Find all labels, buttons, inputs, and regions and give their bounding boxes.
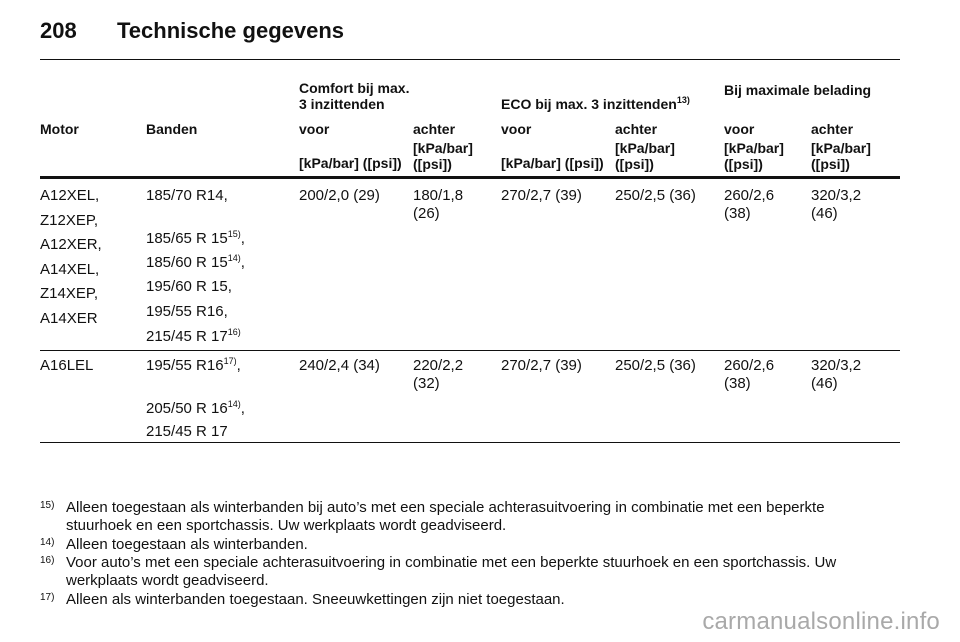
page-title: Technische gegevens [117, 18, 345, 43]
footnote-text: Alleen als winterbanden toegestaan. Sneeuwkettingen zijn niet toegestaan. [66, 591, 565, 608]
row1-tyre-1: 185/70 R14, [146, 187, 228, 204]
row2-max-voor: 260/2,6 (38) [724, 357, 775, 392]
footnote-text: Voor auto’s met een speciale achterasuitvoering in combinatie met een beperkte stuurhoek en een sportchassis. Uw werkplaats wordt geadviseerd. [66, 554, 837, 589]
row1-tyre-2: 185/65 R 15$^{15)}$, [146, 229, 245, 247]
group-header-comfort: Comfort bij max. 3 inzittenden [299, 80, 410, 112]
row1-comfort-achter: 180/1,8 (26) [413, 187, 464, 222]
column-header-comfort-voor: voor [299, 121, 330, 137]
row1-eco-achter: 250/2,5 (36) [615, 187, 696, 204]
column-header-max-achter: achter [811, 121, 854, 137]
row2-max-achter: 320/3,2 (46) [811, 357, 862, 392]
table-header-rule [40, 176, 900, 179]
column-header-banden: Banden [146, 121, 198, 137]
row2-eco-voor: 270/2,7 (39) [501, 357, 582, 374]
footnote-text: Alleen toegestaan als winterbanden bij auto’s met een speciale achterasuitvoering in combinatie met een beperkte stuurhoek en een sportchassis. Uw werkplaats wordt geadviseerd. [66, 499, 825, 534]
row1-tyre-4: 195/60 R 15, [146, 278, 232, 295]
column-header-max-voor: voor [724, 121, 755, 137]
unit-comfort-voor: [kPa/bar] ([psi]) [299, 155, 402, 171]
footnote-text: Alleen toegestaan als winterbanden. [66, 536, 308, 553]
row2-eco-achter: 250/2,5 (36) [615, 357, 696, 374]
unit-max-achter: [kPa/bar] ([psi]) [811, 140, 871, 172]
column-header-eco-voor: voor [501, 121, 532, 137]
row2-tyre-1: 195/55 R16$^{17)}$, [146, 356, 241, 374]
footnote-number: 17) [40, 592, 55, 603]
header-rule [40, 59, 900, 60]
watermark: carmanualsonline.info [702, 608, 940, 635]
column-header-motor: Motor [40, 121, 79, 137]
row1-max-voor: 260/2,6 (38) [724, 187, 775, 222]
footnote-number: 15) [40, 500, 55, 511]
row2-tyre-3: 215/45 R 17 [146, 423, 228, 440]
row2-comfort-achter: 220/2,2 (32) [413, 357, 464, 392]
footnote-number: 14) [40, 537, 55, 548]
row1-motors: A12XEL, Z12XEP, A12XER, A14XEL, Z14XEP, A14XER [40, 187, 102, 327]
unit-eco-achter: [kPa/bar] ([psi]) [615, 140, 675, 172]
unit-eco-voor: [kPa/bar] ([psi]) [501, 155, 604, 171]
group-header-max-load: Bij maximale belading [724, 82, 872, 98]
row2-motor: A16LEL [40, 357, 94, 374]
column-header-comfort-achter: achter [413, 121, 456, 137]
row-divider [40, 350, 900, 351]
column-header-eco-achter: achter [615, 121, 658, 137]
row2-tyre-2: 205/50 R 16$^{14)}$, [146, 399, 245, 417]
row1-tyre-5: 195/55 R16, [146, 303, 228, 320]
page-number: 208 [40, 18, 77, 43]
group-header-eco: ECO bij max. 3 inzittenden$^{13)}$ [501, 95, 690, 112]
row1-tyre-3: 185/60 R 15$^{14)}$, [146, 253, 245, 271]
row1-comfort-voor: 200/2,0 (29) [299, 187, 380, 204]
unit-comfort-achter: [kPa/bar] ([psi]) [413, 140, 473, 172]
row2-comfort-voor: 240/2,4 (34) [299, 357, 380, 374]
row1-tyre-6: 215/45 R 17$^{16)}$ [146, 327, 241, 345]
row1-eco-voor: 270/2,7 (39) [501, 187, 582, 204]
unit-max-voor: [kPa/bar] ([psi]) [724, 140, 784, 172]
footnote-number: 16) [40, 555, 55, 566]
row1-max-achter: 320/3,2 (46) [811, 187, 862, 222]
footnote-ref: 13) [676, 95, 690, 105]
table-bottom-rule [40, 442, 900, 443]
